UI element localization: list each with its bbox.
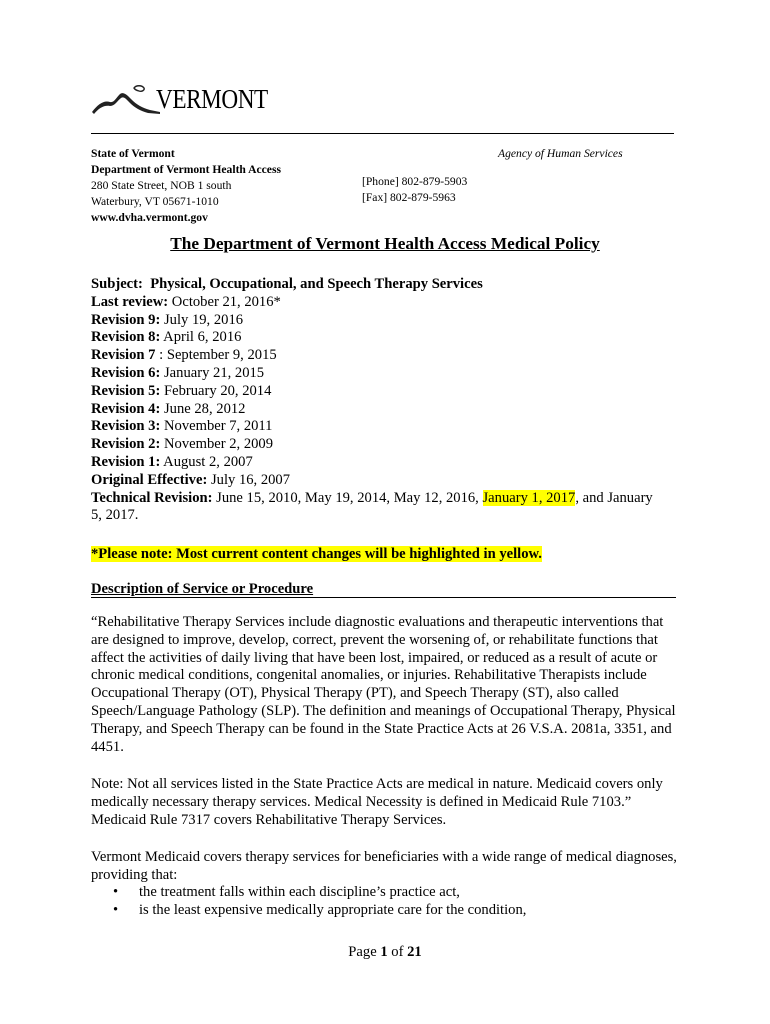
contact-block — [362, 174, 467, 206]
description-heading — [91, 580, 676, 598]
revision-item — [91, 401, 691, 419]
phone-number: [Phone] 802-879-5903 — [362, 175, 468, 188]
bullet-icon: • — [113, 884, 119, 900]
revision-label: Revision 8: — [91, 329, 161, 346]
revision-label: Revision 4: — [91, 400, 161, 417]
revision-item — [91, 329, 691, 347]
revision-value: June 28, 2012 — [163, 400, 246, 417]
technical-pre: June 15, 2010, May 19, 2014, May 12, 2016, — [216, 489, 479, 506]
revision-label: Revision 1: — [91, 453, 161, 470]
revision-value: November 2, 2009 — [163, 436, 274, 453]
bullet-item — [113, 902, 526, 920]
revision-label: Revision 9: — [91, 311, 161, 328]
revision-label: Revision 7 — [91, 347, 156, 364]
bullet-text: is the least expensive medically appropriate care for the condition, — [139, 901, 527, 918]
revision-item — [91, 347, 691, 365]
page-number: 1 — [380, 944, 388, 960]
website-link[interactable]: www.dvha.vermont.gov — [91, 211, 208, 224]
logo-text: VERMONT — [156, 84, 268, 114]
address-block — [91, 146, 281, 226]
coverage-bullet-list — [113, 884, 526, 920]
highlight-note — [91, 545, 542, 563]
revision-value: February 20, 2014 — [163, 382, 272, 399]
revision-item — [91, 472, 691, 490]
page-title: The Department of Vermont Health Access Medical Policy — [170, 234, 600, 253]
revision-label: Revision 3: — [91, 418, 161, 435]
description-heading-text: Description of Service or Procedure — [91, 581, 314, 597]
revision-label: Revision 5: — [91, 382, 161, 399]
paragraph-rehab-definition: “Rehabilitative Therapy Services include diagnostic evaluations and therapeutic interventions that are designed to improve, develop, correct, prevent the worsening of, or rehabilitate functions that affect the activities of daily living that have been lost, impaired, or reduced as a result of acute or chronic medical conditions, congenital anomalies, or injuries. Rehabilitative Therapists include Occupational Therapy (OT), Physical Therapy (PT), and Speech Therapy (ST), also called Speech/Language Pathology (SLP). The definition and meanings of Occupational Therapy, Physical Therapy, and Speech Therapy can be found in the State Practice Acts at 26 V.S.A. 2081a, 3351, and 4451. — [91, 614, 676, 755]
agency-name: Agency of Human Services — [498, 147, 623, 160]
bullet-icon: • — [113, 901, 119, 918]
fax-number: [Fax] 802-879-5963 — [362, 191, 456, 204]
technical-highlight: January 1, 2017 — [482, 489, 576, 506]
subject-label: Subject: — [91, 276, 143, 292]
revision-item — [91, 312, 691, 330]
mountain-logo-icon — [90, 82, 162, 118]
revision-item — [91, 454, 691, 472]
revision-value: November 7, 2011 — [163, 418, 273, 435]
revision-item — [91, 436, 691, 454]
revision-value: July 19, 2016 — [163, 311, 244, 328]
revision-item — [91, 383, 691, 401]
revision-label: Revision 2: — [91, 436, 161, 453]
paragraph-coverage: Vermont Medicaid covers therapy services for beneficiaries with a wide range of medical diagnoses, providing that: — [91, 849, 677, 883]
revision-item — [91, 294, 691, 312]
department-name: Department of Vermont Health Access — [91, 163, 281, 176]
revision-value: April 6, 2016 — [163, 329, 242, 346]
bullet-item — [113, 884, 526, 902]
page-total: 21 — [407, 944, 422, 960]
revision-list — [91, 276, 691, 525]
revision-value: July 16, 2007 — [210, 471, 291, 488]
bullet-text: the treatment falls within each discipline’s practice act, — [139, 884, 460, 900]
revision-value: January 21, 2015 — [163, 364, 265, 381]
revision-value: : September 9, 2015 — [159, 347, 277, 364]
revision-item — [91, 418, 691, 436]
revision-value: August 2, 2007 — [163, 453, 253, 470]
page-footer — [0, 944, 770, 961]
revision-label: Last review: — [91, 293, 169, 310]
technical-label: Technical Revision: — [91, 489, 213, 506]
paragraph-medicaid-note: Note: Not all services listed in the State Practice Acts are medical in nature. Medicaid covers only medically necessary therapy services. Medical Necessity is defined in Medicaid Rule 7103.” Medicaid Rule 7317 covers Rehabilitative Therapy Services. — [91, 776, 663, 828]
vermont-logo — [90, 80, 290, 120]
revision-item — [91, 365, 691, 383]
address-line-2: Waterbury, VT 05671-1010 — [91, 195, 219, 208]
subject-value: Physical, Occupational, and Speech Therapy Services — [150, 276, 483, 292]
header-rule — [91, 133, 674, 134]
of-word: of — [391, 944, 404, 960]
revision-value: October 21, 2016* — [171, 293, 281, 310]
subject-line — [91, 276, 691, 294]
technical-revision-line-2: 5, 2017. — [91, 507, 139, 524]
page-word: Page — [348, 944, 377, 960]
revision-label: Revision 6: — [91, 364, 161, 381]
revision-label: Original Effective: — [91, 471, 208, 488]
highlight-note-text: *Please note: Most current content changes will be highlighted in yellow. — [91, 546, 542, 562]
address-line-1: 280 State Street, NOB 1 south — [91, 179, 232, 192]
state-name: State of Vermont — [91, 147, 175, 160]
technical-post: , and January — [575, 489, 653, 506]
technical-revision-line — [91, 490, 691, 508]
